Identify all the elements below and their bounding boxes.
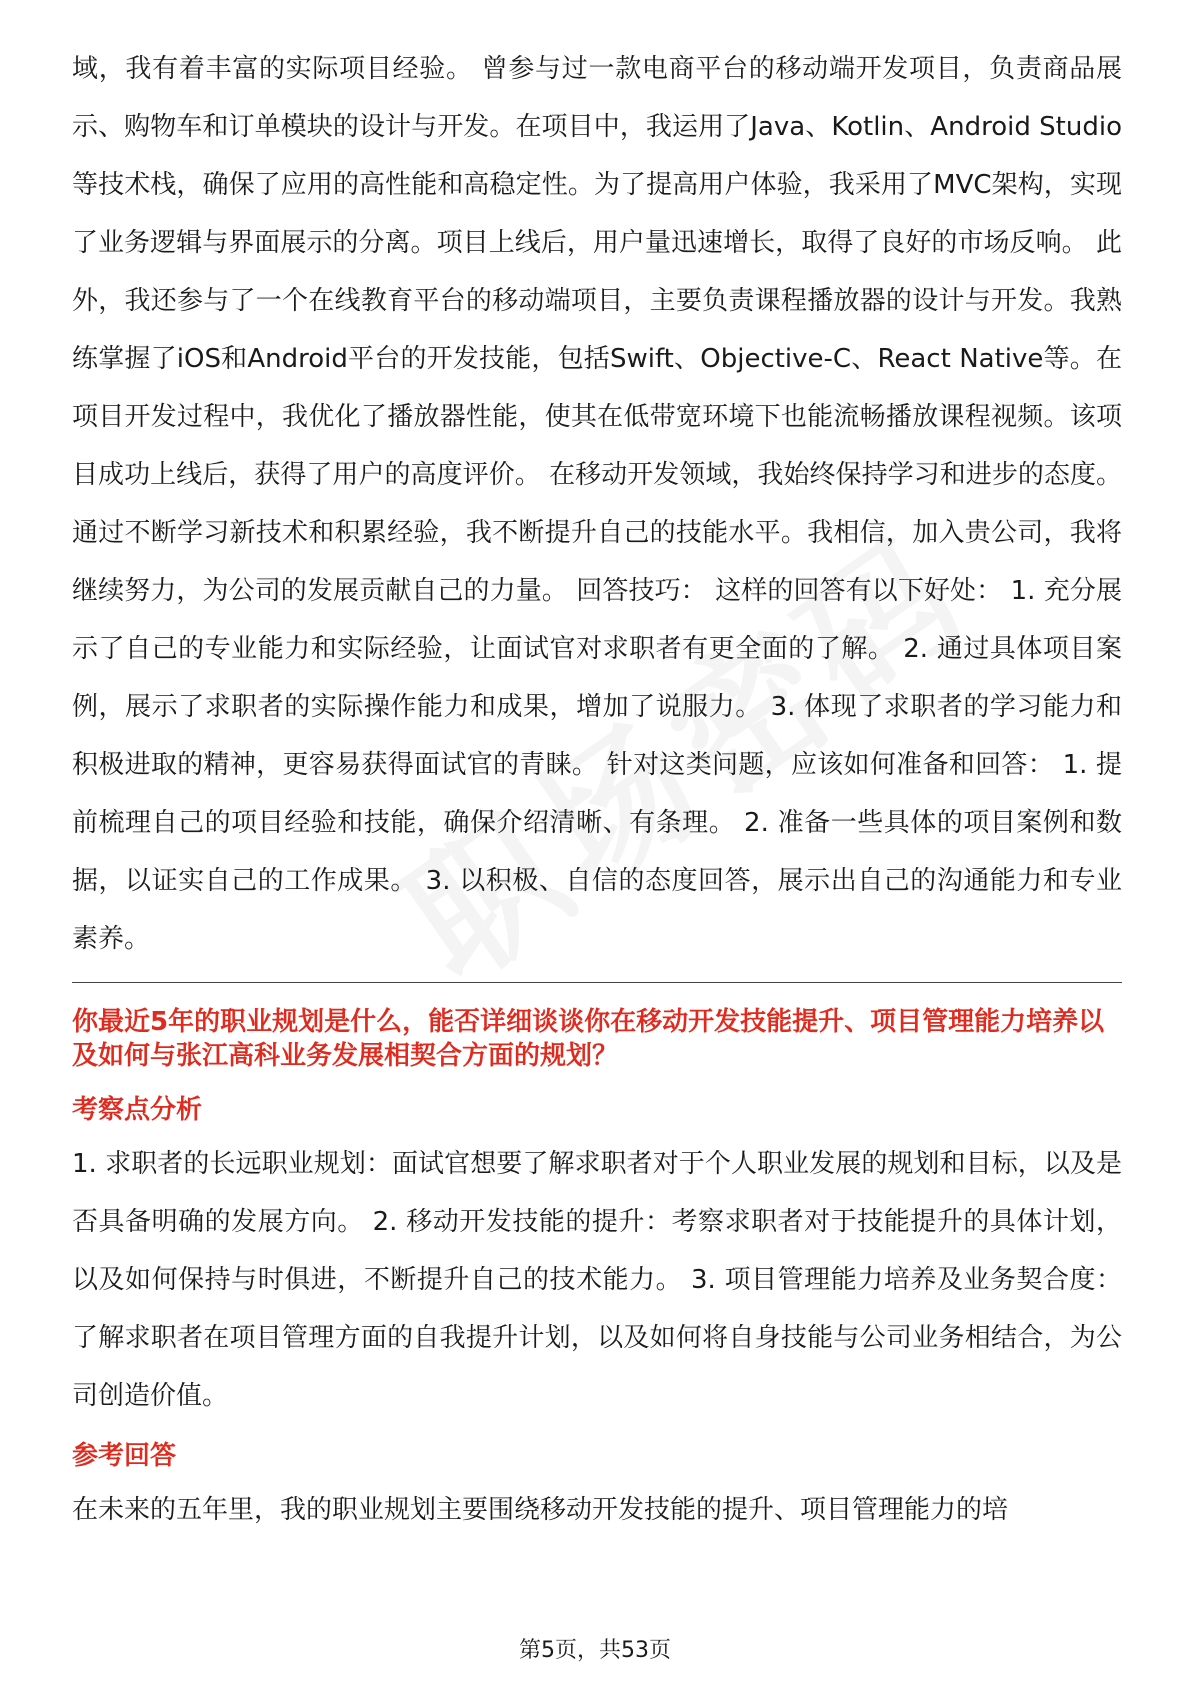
- reference-body: 在未来的五年里，我的职业规划主要围绕移动开发技能的提升、项目管理能力的培: [72, 1495, 1009, 1525]
- section-divider: [72, 982, 1122, 983]
- page-content: [72, 40, 1122, 1539]
- page-number: 第5页，共53页: [519, 1638, 671, 1663]
- analysis-body: 1. 求职者的长远职业规划：面试官想要了解求职者对于个人职业发展的规划和目标，以及是否具备明确的发展方向。 2. 移动开发技能的提升：考察求职者对于技能提升的具体计划，以及如何保持与时俱进，不断提升自己的技术能力。 3. 项目管理能力培养及业务契合度：了解求职者在项目管理方面的自我提升计划，以及如何将自身技能与公司业务相结合，为公司创造价值。: [72, 1149, 1122, 1411]
- analysis-heading: 考察点分析: [72, 1095, 203, 1125]
- reference-heading: 参考回答: [72, 1441, 177, 1471]
- spacer: [72, 1425, 1122, 1439]
- interview-question: 你最近5年的职业规划是什么，能否详细谈谈你在移动开发技能提升、项目管理能力培养以及如何与张江高科业务发展相契合方面的规划？: [72, 1007, 1105, 1071]
- continuation-paragraph: 域，我有着丰富的实际项目经验。 曾参与过一款电商平台的移动端开发项目，负责商品展示、购物车和订单模块的设计与开发。在项目中，我运用了Java、Kotlin、Android Studio等技术栈，确保了应用的高性能和高稳定性。为了提高用户体验，我采用了MVC架构，实现了业务逻辑与界面展示的分离。项目上线后，用户量迅速增长，取得了良好的市场反响。 此外，我还参与了一个在线教育平台的移动端项目，主要负责课程播放器的设计与开发。我熟练掌握了iOS和Android平台的开发技能，包括Swift、Objective-C、React Native等。在项目开发过程中，我优化了播放器性能，使其在低带宽环境下也能流畅播放课程视频。该项目成功上线后，获得了用户的高度评价。 在移动开发领域，我始终保持学习和进步的态度。通过不断学习新技术和积累经验，我不断提升自己的技能水平。我相信，加入贵公司，我将继续努力，为公司的发展贡献自己的力量。 回答技巧： 这样的回答有以下好处： 1. 充分展示了自己的专业能力和实际经验，让面试官对求职者有更全面的了解。 2. 通过具体项目案例，展示了求职者的实际操作能力和成果，增加了说服力。 3. 体现了求职者的学习能力和积极进取的精神，更容易获得面试官的青睐。 针对这类问题，应该如何准备和回答： 1. 提前梳理自己的项目经验和技能，确保介绍清晰、有条理。 2. 准备一些具体的项目案例和数据，以证实自己的工作成果。 3. 以积极、自信的态度回答，展示出自己的沟通能力和专业素养。: [72, 54, 1122, 954]
